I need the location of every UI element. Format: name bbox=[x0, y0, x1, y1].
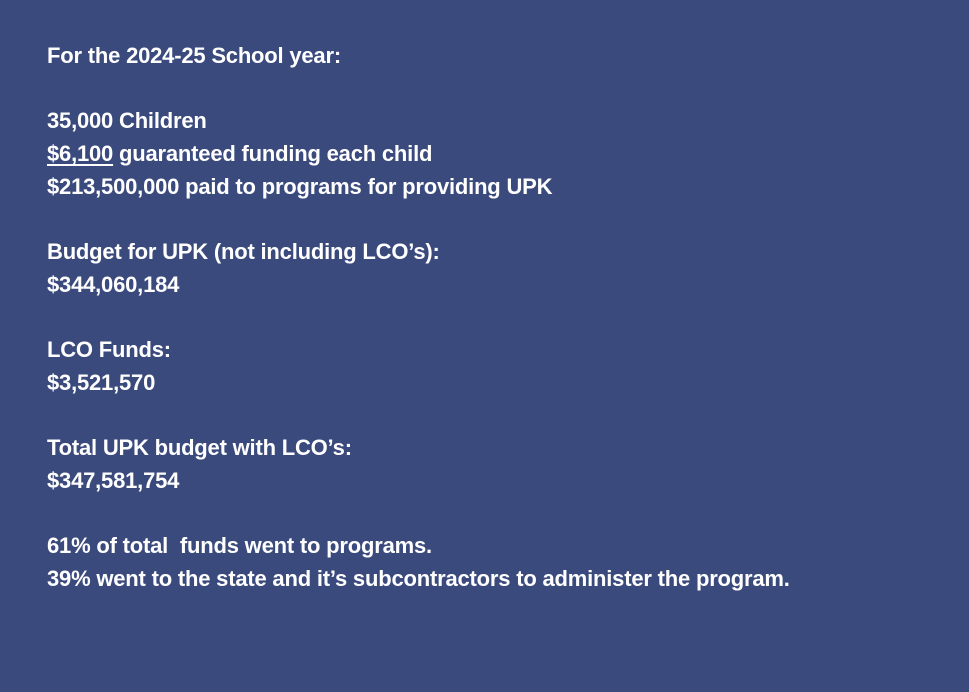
total-budget-label: Total UPK budget with LCO’s: bbox=[47, 435, 352, 461]
state-share: 39% went to the state and it’s subcontractors to administer the program. bbox=[47, 566, 790, 591]
funding-amount: $6,100 bbox=[47, 141, 114, 167]
spacer bbox=[47, 73, 969, 106]
budget-upk-value: $344,060,184 bbox=[47, 271, 180, 297]
heading: For the 2024-25 School year: bbox=[47, 43, 341, 68]
lco-funds-value: $3,521,570 bbox=[47, 369, 156, 395]
lco-funds-label: LCO Funds: bbox=[47, 337, 171, 363]
paid-to-programs: $213,500,000 paid to programs for providing UPK bbox=[47, 173, 553, 199]
funding-per-child bbox=[47, 138, 969, 171]
spacer bbox=[47, 302, 969, 335]
children-count: 35,000 Children bbox=[47, 108, 207, 134]
spacer bbox=[47, 400, 969, 433]
spacer bbox=[47, 203, 969, 236]
total-budget-value: $347,581,754 bbox=[47, 467, 180, 493]
funding-description: guaranteed funding each child bbox=[113, 141, 433, 167]
programs-share: 61% of total funds went to programs. bbox=[47, 533, 432, 559]
budget-upk-label: Budget for UPK (not including LCO’s): bbox=[47, 239, 440, 265]
spacer bbox=[47, 498, 969, 531]
